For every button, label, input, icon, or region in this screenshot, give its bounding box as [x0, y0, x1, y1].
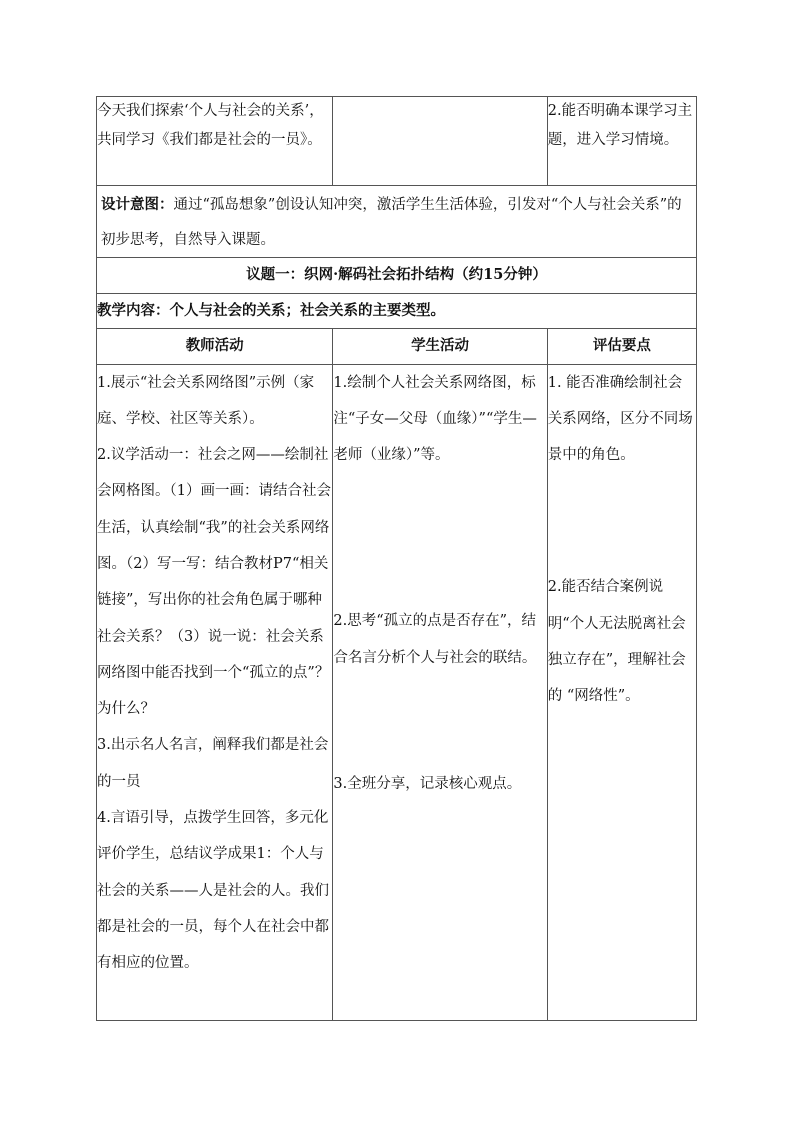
- header-teacher: 教师活动: [97, 329, 333, 365]
- intro-row: [97, 97, 697, 186]
- column-header-row: [97, 329, 697, 365]
- design-intent-row: [97, 186, 697, 258]
- activity-row: [97, 364, 697, 1020]
- evaluation-points-cell: [547, 364, 696, 1020]
- teacher-activity-3: 3.出示名人名言，阐释我们都是社会的一员: [97, 737, 329, 790]
- design-intent-cell: [97, 186, 697, 258]
- student-activity-3: 3.全班分享，记录核心观点。: [333, 775, 522, 792]
- topic-title: 议题一：织网·解码社会拓扑结构（约15分钟）: [97, 258, 697, 294]
- teacher-activity-1: 1.展示“社会关系网络图”示例（家庭、学校、社区等关系）。: [97, 374, 315, 427]
- design-intent-text: 通过“孤岛想象”创设认知冲突，激活学生生活体验，引发对“个人与社会关系”的初步思考，自然导入课题。: [101, 197, 682, 248]
- intro-student-cell: [333, 97, 547, 186]
- evaluation-point-2: 2.能否结合案例说明“个人无法脱离社会独立存在”，理解社会的 “网络性”。: [547, 579, 686, 705]
- student-activities-cell: [333, 364, 547, 1020]
- student-activity-1: 1.绘制个人社会关系网络图，标注“子女—父母（血缘）”“学生—老师（业缘）”等。: [333, 374, 537, 464]
- teaching-content: 教学内容：个人与社会的关系；社会关系的主要类型。: [97, 293, 697, 329]
- header-evaluation: 评估要点: [547, 329, 696, 365]
- intro-text: 今天我们探索‘个人与社会的关系’，共同学习《我们都是社会的一员》。: [97, 103, 324, 148]
- intro-eval-text: 2.能否明确本课学习主题，进入学习情境。: [547, 103, 693, 148]
- lesson-plan-table: [96, 96, 697, 1021]
- evaluation-point-1: 1. 能否准确绘制社会关系网络，区分不同场景中的角色。: [547, 374, 693, 464]
- design-intent-label: 设计意图：: [101, 196, 174, 213]
- intro-teacher-cell: [97, 97, 333, 186]
- teacher-activity-2: 2.议学活动一：社会之网——绘制社会网格图。（1）画一画：请结合社会生活，认真绘制“我”的社会关系网络图。（2）写一写：结合教材P7“相关链接”，写出你的社会角色属于哪种社会关系？（3）说一说：社会关系网络图中能否找到一个“孤立的点”？为什么？: [97, 447, 331, 718]
- header-student: 学生活动: [333, 329, 547, 365]
- teacher-activity-4: 4.言语引导，点拨学生回答，多元化评价学生，总结议学成果1：个人与社会的关系——人是社会的人。我们都是社会的一员，每个人在社会中都有相应的位置。: [97, 810, 329, 972]
- teacher-activities-cell: [97, 364, 333, 1020]
- teaching-content-row: [97, 293, 697, 329]
- intro-eval-cell: [547, 97, 696, 186]
- topic-title-row: [97, 258, 697, 294]
- student-activity-2: 2.思考“孤立的点是否存在”，结合名言分析个人与社会的联结。: [333, 613, 537, 666]
